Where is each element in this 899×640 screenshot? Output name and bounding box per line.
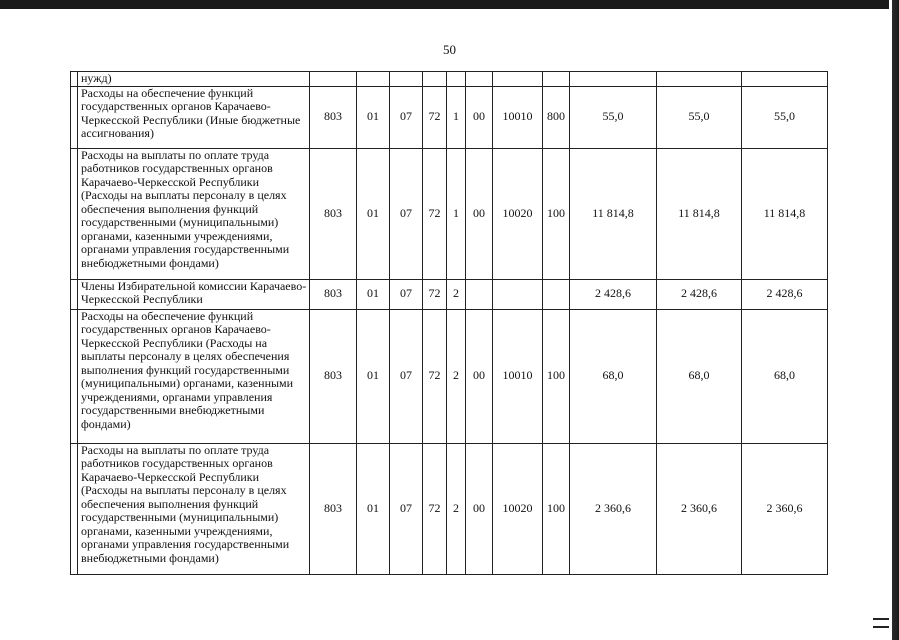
program-cell — [423, 72, 447, 87]
section-cell: 01 — [357, 309, 390, 443]
direction-cell — [493, 279, 543, 309]
amount-year3-cell: 11 814,8 — [742, 148, 828, 279]
subprogram-cell: 2 — [447, 279, 466, 309]
amount-year3-cell: 2 428,6 — [742, 279, 828, 309]
subsection-cell: 07 — [390, 443, 423, 574]
direction-cell: 10010 — [493, 309, 543, 443]
activity-cell — [466, 279, 493, 309]
table-row — [71, 148, 828, 279]
row-number-cell — [71, 148, 78, 279]
row-number-cell — [71, 309, 78, 443]
row-number-cell — [71, 279, 78, 309]
description-cell: нужд) — [78, 72, 310, 87]
scan-right-border — [889, 0, 899, 640]
amount-year1-cell: 2 428,6 — [570, 279, 657, 309]
ministry-code-cell: 803 — [310, 148, 357, 279]
subsection-cell: 07 — [390, 148, 423, 279]
subprogram-cell: 1 — [447, 148, 466, 279]
section-cell — [357, 72, 390, 87]
scan-edge-mark — [873, 618, 889, 620]
activity-cell: 00 — [466, 443, 493, 574]
activity-cell: 00 — [466, 148, 493, 279]
ministry-code-cell — [310, 72, 357, 87]
amount-year1-cell: 2 360,6 — [570, 443, 657, 574]
table-row — [71, 309, 828, 443]
subprogram-cell: 2 — [447, 309, 466, 443]
expense-type-cell: 100 — [543, 443, 570, 574]
table-row — [71, 72, 828, 87]
activity-cell: 00 — [466, 86, 493, 148]
amount-year1-cell: 55,0 — [570, 86, 657, 148]
ministry-code-cell: 803 — [310, 86, 357, 148]
expense-type-cell: 800 — [543, 86, 570, 148]
subprogram-cell — [447, 72, 466, 87]
amount-year1-cell: 68,0 — [570, 309, 657, 443]
expense-type-cell: 100 — [543, 148, 570, 279]
ministry-code-cell: 803 — [310, 279, 357, 309]
program-cell: 72 — [423, 86, 447, 148]
program-cell: 72 — [423, 443, 447, 574]
amount-year3-cell: 68,0 — [742, 309, 828, 443]
table-row — [71, 86, 828, 148]
subsection-cell: 07 — [390, 309, 423, 443]
subprogram-cell: 2 — [447, 443, 466, 574]
subsection-cell: 07 — [390, 86, 423, 148]
amount-year2-cell: 11 814,8 — [657, 148, 742, 279]
table-row — [71, 443, 828, 574]
subsection-cell: 07 — [390, 279, 423, 309]
activity-cell: 00 — [466, 309, 493, 443]
description-cell: Члены Избирательной комиссии Карачаево-Черкесской Республики — [78, 279, 310, 309]
program-cell: 72 — [423, 309, 447, 443]
row-number-cell — [71, 72, 78, 87]
activity-cell — [466, 72, 493, 87]
description-cell: Расходы на обеспечение функций государственных органов Карачаево-Черкесской Республики (Расходы на выплаты персоналу в целях обеспечения выполнения функций государственными (муниципальными) органами, казенными учреждениями, органами управления государственными внебюджетными фондами) — [78, 309, 310, 443]
amount-year2-cell: 68,0 — [657, 309, 742, 443]
budget-table — [70, 71, 828, 575]
scan-top-border — [0, 0, 899, 9]
description-cell: Расходы на обеспечение функций государственных органов Карачаево-Черкесской Республики (Иные бюджетные ассигнования) — [78, 86, 310, 148]
amount-year3-cell: 55,0 — [742, 86, 828, 148]
direction-cell — [493, 72, 543, 87]
program-cell: 72 — [423, 279, 447, 309]
amount-year3-cell — [742, 72, 828, 87]
ministry-code-cell: 803 — [310, 443, 357, 574]
direction-cell: 10020 — [493, 148, 543, 279]
subprogram-cell: 1 — [447, 86, 466, 148]
page-number: 50 — [443, 42, 456, 57]
section-cell: 01 — [357, 279, 390, 309]
row-number-cell — [71, 443, 78, 574]
amount-year2-cell — [657, 72, 742, 87]
amount-year2-cell: 55,0 — [657, 86, 742, 148]
scan-edge-mark — [873, 626, 889, 628]
section-cell: 01 — [357, 86, 390, 148]
direction-cell: 10010 — [493, 86, 543, 148]
row-number-cell — [71, 86, 78, 148]
direction-cell: 10020 — [493, 443, 543, 574]
ministry-code-cell: 803 — [310, 309, 357, 443]
subsection-cell — [390, 72, 423, 87]
amount-year3-cell: 2 360,6 — [742, 443, 828, 574]
description-cell: Расходы на выплаты по оплате труда работников государственных органов Карачаево-Черкесской Республики (Расходы на выплаты персоналу в целях обеспечения выполнения функций государственными (муниципальными) органами, казенными учреждениями, органами управления государственными внебюджетными фондами) — [78, 443, 310, 574]
expense-type-cell: 100 — [543, 309, 570, 443]
section-cell: 01 — [357, 148, 390, 279]
program-cell: 72 — [423, 148, 447, 279]
expense-type-cell — [543, 279, 570, 309]
section-cell: 01 — [357, 443, 390, 574]
amount-year2-cell: 2 428,6 — [657, 279, 742, 309]
description-cell: Расходы на выплаты по оплате труда работников государственных органов Карачаево-Черкесской Республики (Расходы на выплаты персоналу в целях обеспечения выполнения функций государственными (муниципальными) органами, казенными учреждениями, органами управления государственными внебюджетными фондами) — [78, 148, 310, 279]
expense-type-cell — [543, 72, 570, 87]
amount-year1-cell: 11 814,8 — [570, 148, 657, 279]
amount-year2-cell: 2 360,6 — [657, 443, 742, 574]
table-row — [71, 279, 828, 309]
amount-year1-cell — [570, 72, 657, 87]
